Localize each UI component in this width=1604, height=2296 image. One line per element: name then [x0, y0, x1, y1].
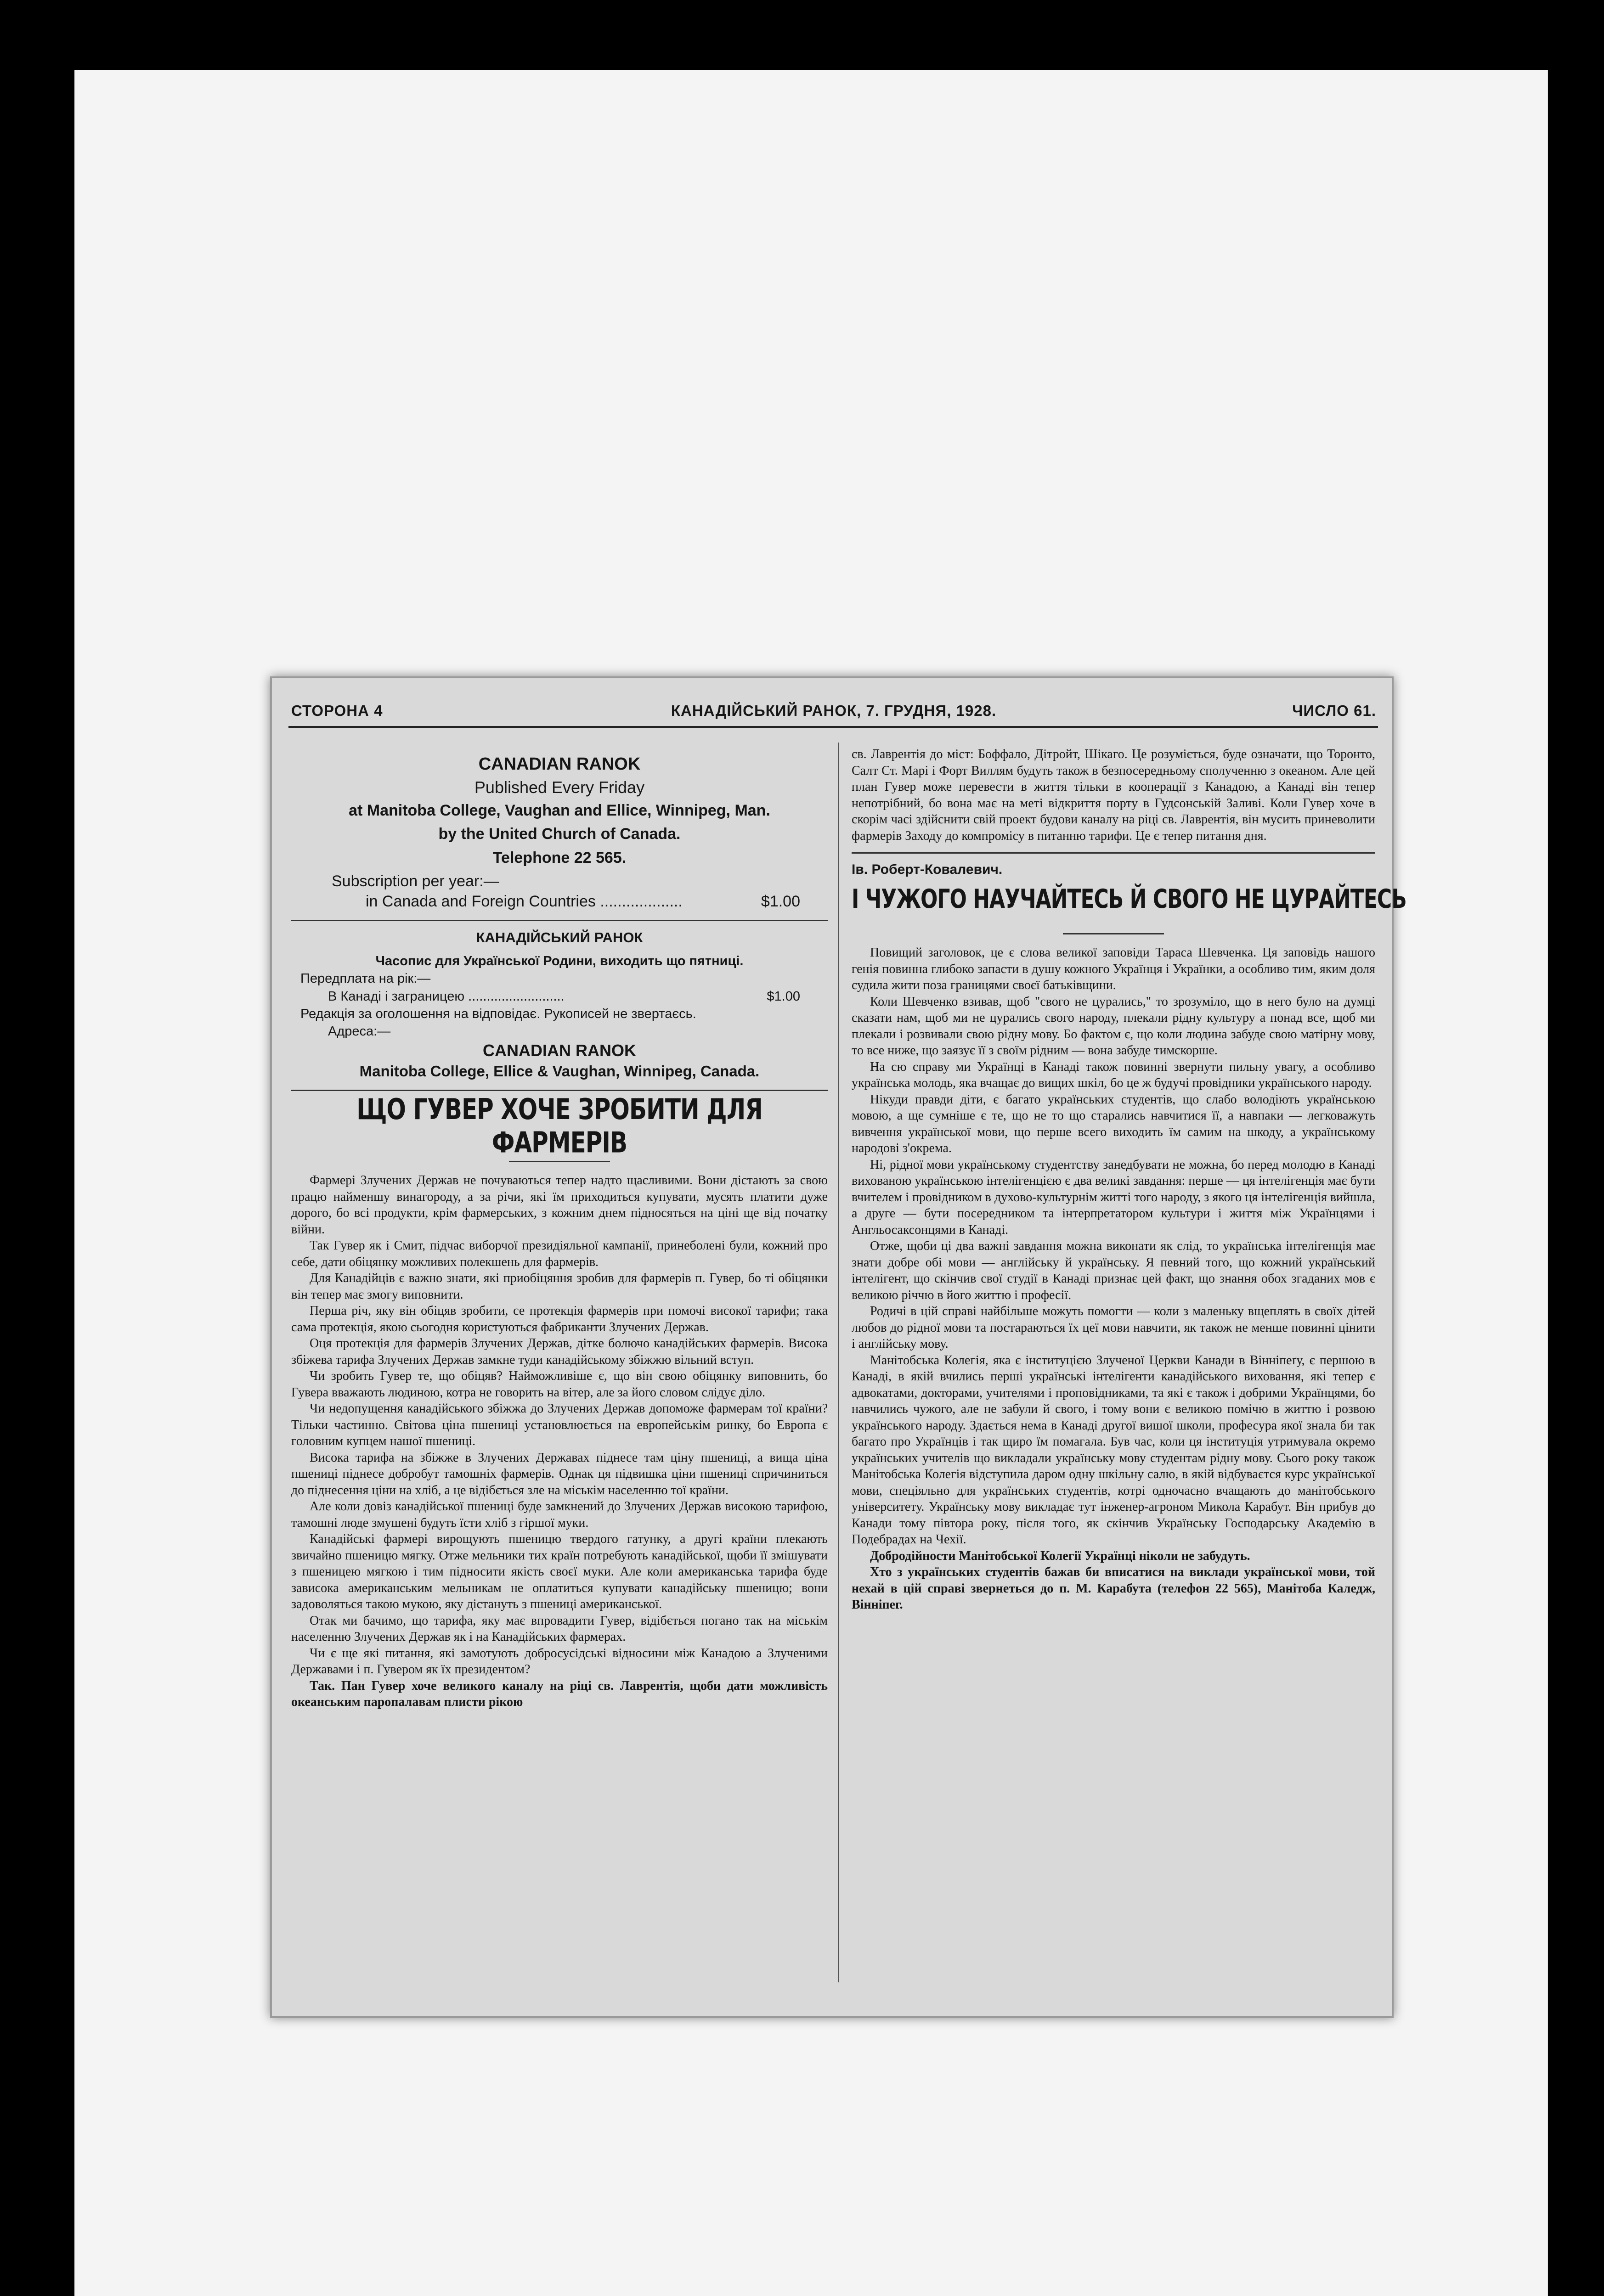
article2-rule	[1063, 933, 1164, 934]
right-column	[852, 746, 1406, 1613]
article-divider	[852, 852, 1375, 854]
article2-paragraph: На сю справу ми Українці в Канаді також повинні звернути пильну увагу, а особливо українська молодь, яка вчащає до вищих шкіл, бо це ж будучі провідники українського народу.	[852, 1059, 1375, 1090]
ua-masthead-subtitle: Часопис для Української Родини, виходить що пятниці.	[375, 954, 744, 969]
article2-paragraph: Ні, рідної мови українському студентству занедбувати не можна, бо перед молодю в Канаді вихованою українською інтелігенцією є два великі завдання: перше — ця інтелігенція має бути вчителем і провідником в духово-культурнім житті того народу, з якого ця інтелігенція вийшла, а друге — бути посередником та інтерпретатором культури і життя між Українцями і Англьосаксонцями в Канаді.	[852, 1157, 1375, 1237]
masthead-address-1: at Manitoba College, Vaughan and Ellice, Winnipeg, Man.	[349, 802, 770, 819]
header-rule	[288, 726, 1378, 728]
masthead-telephone: Telephone 22 565.	[492, 849, 627, 867]
article1-paragraph: Так Гувер як і Смит, підчас виборчої президіяльної кампанії, принеболені були, кожний про себе, дати обіцянку можливих полекшень для фармерів.	[291, 1238, 828, 1269]
article1-paragraph: Але коли довіз канадійської пшениці буде замкнений до Злучених Держав високою тарифою, тамошні люде змушені будуть їсти хліб з гіршої муки.	[291, 1499, 828, 1530]
article1-paragraph: Для Канадійців є важно знати, які приобіцяння зробив для фармерів п. Гувер, бо ті обіцянки він тепер має змогу виповнити.	[291, 1271, 828, 1302]
ua-address-label: Адреса:—	[328, 1024, 391, 1039]
masthead-address-2: by the United Church of Canada.	[438, 825, 681, 843]
subscription-price: $1.00	[761, 892, 800, 910]
continuation-paragraph: св. Лаврентія до міст: Боффало, Дітройт, Шікаго. Це розуміється, буде означати, що Торонто, Салт Ст. Марі і Форт Виллям будуть також в безпосередньому сполученню з океаном. Але цей план Гувер може перевести в життя тільки в кооперації з Канадою, а Канаді він тепер непотрібний, бо вона має на меті відкриття порту в Гудсонській Заливі. Коли Гувер хоче в скорім часі здійснити свій проект будови каналу на ріці св. Лаврентія, він мусить приневолити фармерів Заходу до компромісу в питанню тарифи. Це є тепер питання дня.	[852, 747, 1375, 843]
english-masthead	[291, 754, 828, 867]
english-subscription	[291, 872, 828, 912]
article1-paragraph: Перша річ, яку він обіцяв зробити, се протекція фармерів при помочі високої тарифи; така сама протекція, якою сьогодня користуються фабриканти Злучених Держав.	[291, 1304, 828, 1334]
ua-editorial-note: Редакція за оголошення на відповідає. Рукописей не звертаєсь.	[300, 1006, 696, 1021]
article2-paragraph: Коли Шевченко взивав, щоб "свого не цурались," то зрозуміло, що в него було на думці сказати нам, щоб ми не цурались свого народу, плекали рідну культуру а понад все, щоб ми плекали і розвивали свою рідну мову. Бо фактом є, що коли людина забуде свою матірну мову, то все ниже, що заязує її з своїм рідним — вона забуде тимскорше.	[852, 994, 1375, 1058]
article1-paragraph: Оця протекція для фармерів Злучених Держав, дітке болючо канадійських фармерів. Висока збіжева тарифа Злучених Держав замкне туди канадійському збіжжю вільний вступ.	[291, 1336, 828, 1367]
article1-paragraph: Канадійські фармері вирощують пшеницю твердого гатунку, а другі країни плекають звичайно пшеницю мягку. Отже мельники тих країн потребують канадійської, щоби її змішувати з пшеницею мягкою і тим підносити якість своєї муки. Але коли американська тарифа буде зависока американським мельникам не оплатиться купувати канадійську пшеницю; вони задоволяться такою мукою, яку дістануть з пшениці американської.	[291, 1532, 828, 1612]
article2-paragraph: Родичі в цій справі найбільше можуть помогти — коли з маленьку вщеплять в своїх дітей любов до рідної мови та постараються їх цеї мови навчити, як також не менше повинні цінити і англійську мову.	[852, 1304, 1375, 1351]
article2-closing: Хто з українських студентів бажав би вписатися на виклади української мови, той нехай в цій справі звернеться до п. М. Карабута (телефон 22 565), Манітоба Каледж, Вінніпег.	[852, 1565, 1375, 1612]
article2-paragraph: Нікуди правди діти, є багато українських студентів, що слабо володіють українською мовою, а ще сумніше є те, що не то що старались навчитися її, а навпаки — легковажуть вивчення української мови, що перше всего виходить їм самим на шкоду, а українському народові з'окрема.	[852, 1092, 1375, 1155]
article1-paragraph: Чи є ще які питання, які замотують добросусідські відносини між Канадою а Злученими Державами і п. Гувером як їх президентом?	[291, 1646, 828, 1677]
ukrainian-masthead	[291, 929, 828, 1081]
article2-paragraph: Добродійности Манітобської Колегії Українці ніколи не забудуть.	[870, 1548, 1250, 1563]
subscription-region: in Canada and Foreign Countries ...................	[366, 892, 683, 910]
column-divider	[838, 743, 839, 1982]
masthead-divider	[291, 920, 828, 921]
article1-paragraph: Так. Пан Гувер хоче великого каналу на ріці св. Лаврентія, щоби дати можливість океанським паропалавам плисти рікою	[291, 1678, 828, 1710]
ua-subscription-region: В Канаді і заграницею ..........................	[328, 989, 565, 1004]
ua-address-line: Manitoba College, Ellice & Vaughan, Winnipeg, Canada.	[359, 1063, 760, 1080]
article2-paragraph: Манітобська Колегія, яка є інституцією Злученої Церкви Канади в Вінніпеґу, є першою в Канаді, в якій вчились перші українські інтелігенти канадійського виховання, які тепер є адвокатами, докторами, учителями і проповідниками, та які є також і добрими Українцями, бо навчились чужого, але не забули й свого, і тому вони є великою помічю в життю і розвою українського народу. Здається нема в Канаді другої вишої школи, професура якої знала би так багато про Українців і так щиро їм помагала. Був час, коли ця інституція утримувала окремо українських учителів що викладали українську мову студентам рідну мову. Сього року також Манітобська Колегія відступила даром одну шкільну салю, в якій відбуваєтся курс української мови, спеціяльно для українських студентів, котрі одночасно вчащають до манітобського університету. Українську мову викладає тут інженер-агроном Микола Карабут. Він прибув до Канади тому півтора року, після того, як скінчив Українську Господарську Академію в Подебрадах на Чехії.	[852, 1353, 1375, 1547]
ua-address-title: CANADIAN RANOK	[483, 1041, 636, 1060]
article1-paragraph: Чи зробить Гувер те, що обіцяв? Найможливіше є, що він свою обіцянку виповнить, бо Гувера вважають людиною, котра не говорить на вітер, але за його словом слідує діло.	[291, 1369, 828, 1400]
article1-body	[291, 1172, 828, 1711]
newspaper-page	[270, 676, 1406, 2018]
ua-masthead-title: КАНАДІЙСЬКИЙ РАНОК	[476, 929, 643, 946]
ua-subscription-label: Передплата на рік:—	[300, 971, 431, 986]
page-header	[291, 702, 1376, 730]
ua-subscription-price: $1.00	[767, 989, 800, 1004]
article1-paragraph: Висока тарифа на збіжже в Злучених Державах піднесе там ціну пшениці, а вища ціна пшениці піднесе добробут тамошніх фармерів. Однак ця підвишка ціни пшениці спричиниться до піднесення ціни на хліб, а це відібється зле на міськім населенню тої країни.	[291, 1450, 828, 1497]
article1-rule	[509, 1161, 610, 1162]
left-column	[291, 746, 828, 1711]
article2-paragraph: Отже, щоби ці два важні завдання можна виконати як слід, то українська інтелігенція має знати добре обі мови — англійську й українську. Я певний того, що кожний український інтелігент, що скінчив свої студії в Канаді признає цей факт, що знання обох згаданих мов є великою річчю в його життю і професії.	[852, 1239, 1375, 1302]
subscription-row	[332, 892, 828, 912]
article2-author: Ів. Роберт-Ковалевич.	[852, 862, 1003, 877]
section-divider	[291, 1090, 828, 1091]
article1-continuation	[852, 746, 1375, 844]
article1-headline: ЩО ГУВЕР ХОЧЕ ЗРОБИТИ ДЛЯ ФАРМЕРІВ	[356, 1092, 762, 1159]
issue-number-label: ЧИСЛО 61.	[1292, 702, 1376, 719]
subscription-label: Subscription per year:—	[332, 872, 499, 890]
ua-subscription-row	[291, 988, 828, 1005]
article1-paragraph: Чи недопущення канадійського збіжжа до Злучених Держав допоможе фармерам тої країни? Тільки частинно. Світова ціна пшениці установлюється на европейськім ринку, бо Европа є головним купцем нашої пшениці.	[291, 1401, 828, 1449]
article1-paragraph: Отак ми бачимо, що тарифа, яку має впровадити Гувер, відібється погано так на міськім населенню Злучених Держав як і на Канадійських фармерах.	[291, 1613, 828, 1644]
newspaper-date-line: КАНАДІЙСЬКИЙ РАНОК, 7. ГРУДНЯ, 1928.	[671, 702, 997, 719]
article2-paragraph: Повищий заголовок, це є слова великої заповіди Тараса Шевченка. Ця заповідь нашого генія повинна глибоко запасти в душу кожного Українця і Українки, а особливо тим, яким доля судила жити поза границями своєї батьківщини.	[852, 945, 1375, 992]
masthead-title: CANADIAN RANOK	[478, 754, 641, 774]
page-number-label: СТОРОНА 4	[291, 702, 383, 719]
masthead-frequency: Published Every Friday	[474, 778, 645, 797]
article2-body	[852, 945, 1375, 1613]
article1-paragraph: Фармері Злучених Держав не почуваються тепер надто щасливими. Вони дістають за свою працю найменшу винагороду, а за річи, які їм приходиться купувати, мусять платити дуже дорого, бо всі продукти, крім фармерських, з кожним днем піднoсяться на ціні ще від початку війни.	[291, 1173, 828, 1237]
article2-headline: І ЧУЖОГО НАУЧАЙТЕСЬ Й СВОГО НЕ ЦУРАЙТЕСЬ	[852, 884, 1406, 915]
